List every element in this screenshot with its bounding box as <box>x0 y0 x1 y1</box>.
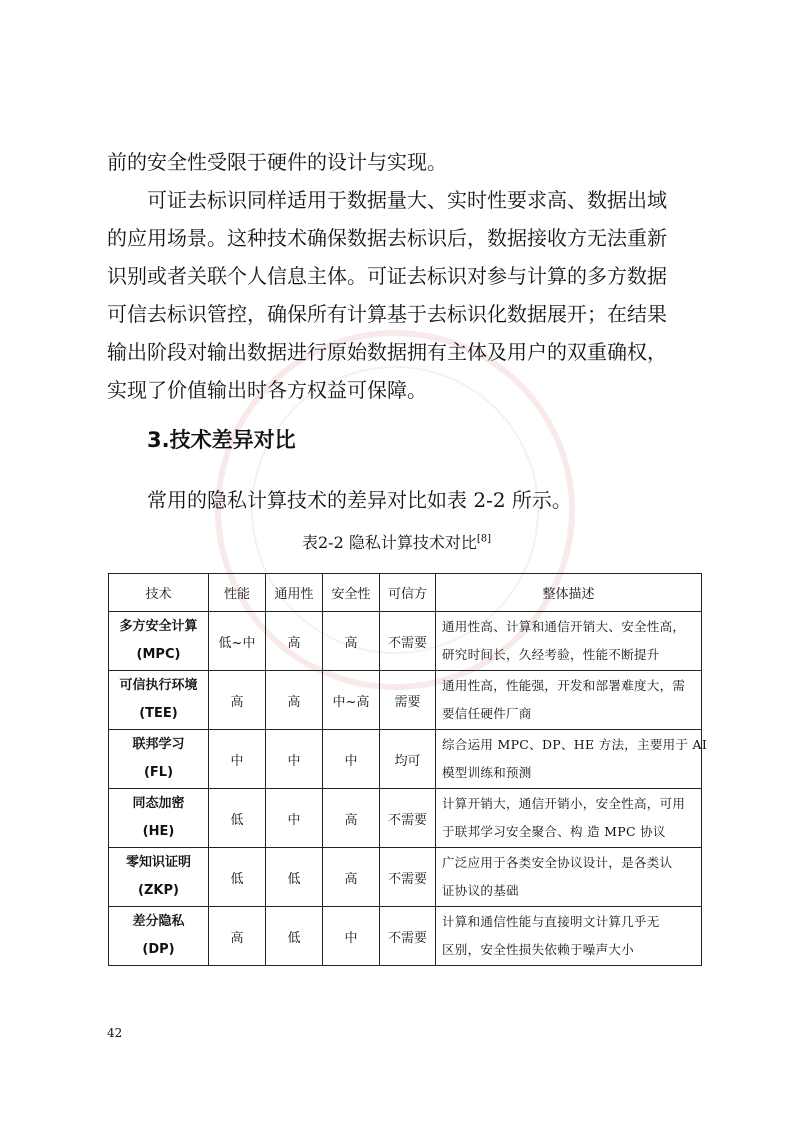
header-trusted-party: 可信方 <box>380 574 436 612</box>
cell-description <box>436 730 708 789</box>
caption-text: 表2-2 隐私计算技术对比 <box>301 533 477 552</box>
cell-performance: 高 <box>209 671 266 730</box>
cell-security: 高 <box>323 848 380 907</box>
text-line: 实现了价值输出时各方权益可保障。 <box>107 378 427 402</box>
section-heading: 3.技术差异对比 <box>147 428 296 452</box>
cell-description <box>436 789 702 848</box>
cell-technology <box>109 907 209 966</box>
cell-trusted-party: 不需要 <box>380 907 436 966</box>
header-description: 整体描述 <box>436 574 702 612</box>
cell-trusted-party: 均可 <box>380 730 436 789</box>
desc-line: 区别，安全性损失依赖于噪声大小 <box>442 942 635 957</box>
cell-trusted-party: 不需要 <box>380 848 436 907</box>
desc-line: 计算和通信性能与直接明文计算几乎无 <box>442 914 660 929</box>
text-line: 可证去标识同样适用于数据量大、实时性要求高、数据出域 <box>147 188 667 212</box>
desc-line: 证协议的基础 <box>442 883 519 898</box>
cell-trusted-party: 需要 <box>380 671 436 730</box>
desc-line: 通用性高，性能强，开发和部署难度大，需 <box>442 678 686 693</box>
desc-line: 于联邦学习安全聚合、构 造 MPC 协议 <box>442 824 666 839</box>
tech-name: 联邦学习 <box>132 737 185 752</box>
tech-name: 同态加密 <box>132 796 185 811</box>
header-performance: 性能 <box>209 574 266 612</box>
cell-technology <box>109 848 209 907</box>
cell-security: 高 <box>323 789 380 848</box>
cell-description <box>436 671 702 730</box>
cell-performance: 低 <box>209 789 266 848</box>
paragraph-continued <box>107 143 697 181</box>
cell-generality: 高 <box>266 612 323 671</box>
cell-security: 中 <box>323 730 380 789</box>
cell-trusted-party: 不需要 <box>380 789 436 848</box>
cell-security: 高 <box>323 612 380 671</box>
cell-generality: 中 <box>266 730 323 789</box>
text-line: 前的安全性受限于硬件的设计与实现。 <box>107 150 447 174</box>
tech-abbr: (DP) <box>142 942 175 957</box>
cell-performance: 中 <box>209 730 266 789</box>
tech-name: 可信执行环境 <box>119 678 198 693</box>
text-line: 识别或者关联个人信息主体。可证去标识对参与计算的多方数据 <box>107 264 667 288</box>
tech-name: 多方安全计算 <box>119 619 198 634</box>
table-row <box>109 789 702 848</box>
header-technology: 技术 <box>109 574 209 612</box>
desc-line: 要信任硬件厂商 <box>442 706 532 721</box>
cell-generality: 低 <box>266 907 323 966</box>
page-number: 42 <box>107 1026 123 1040</box>
table-header-row <box>109 574 702 612</box>
text-line: 的应用场景。这种技术确保数据去标识后，数据接收方无法重新 <box>107 226 667 250</box>
tech-abbr: (FL) <box>143 765 174 780</box>
cell-technology <box>109 612 209 671</box>
cell-trusted-party: 不需要 <box>380 612 436 671</box>
desc-line: 综合运用 MPC、DP、HE 方法，主要用于 AI <box>442 737 708 752</box>
cell-description <box>436 612 702 671</box>
cell-generality: 高 <box>266 671 323 730</box>
tech-abbr: (TEE) <box>139 706 178 721</box>
table-row <box>109 848 702 907</box>
paragraph-intro-table <box>107 481 697 519</box>
cell-technology <box>109 730 209 789</box>
tech-name: 零知识证明 <box>125 855 191 870</box>
cell-generality: 低 <box>266 848 323 907</box>
table-row <box>109 612 702 671</box>
cell-generality: 中 <box>266 789 323 848</box>
cell-performance: 低~中 <box>209 612 266 671</box>
paragraph-deidentification <box>107 181 697 409</box>
header-security: 安全性 <box>323 574 380 612</box>
desc-line: 模型训练和预测 <box>442 765 532 780</box>
desc-line: 研究时间长，久经考验，性能不断提升 <box>442 647 660 662</box>
cell-description <box>436 907 702 966</box>
table-row <box>109 730 702 789</box>
cell-performance: 低 <box>209 848 266 907</box>
cell-technology <box>109 671 209 730</box>
text-line: 可信去标识管控，确保所有计算基于去标识化数据展开；在结果 <box>107 302 667 326</box>
cell-performance: 高 <box>209 907 266 966</box>
caption-reference: [8] <box>476 533 492 545</box>
text-line: 输出阶段对输出数据进行原始数据拥有主体及用户的双重确权， <box>107 340 667 364</box>
comparison-table <box>108 573 708 966</box>
cell-security: 中~高 <box>323 671 380 730</box>
tech-abbr: (MPC) <box>136 647 181 662</box>
desc-line: 计算开销大，通信开销小，安全性高，可用 <box>442 796 686 811</box>
tech-name: 差分隐私 <box>132 914 185 929</box>
table-row <box>109 907 702 966</box>
tech-abbr: (ZKP) <box>138 883 179 898</box>
tech-abbr: (HE) <box>142 824 175 839</box>
desc-line: 通用性高、计算和通信开销大、安全性高， <box>442 619 686 634</box>
cell-technology <box>109 789 209 848</box>
table-row <box>109 671 702 730</box>
text-line: 常用的隐私计算技术的差异对比如表 2-2 所示。 <box>147 488 572 512</box>
header-generality: 通用性 <box>266 574 323 612</box>
desc-line: 广泛应用于各类安全协议设计，是各类认 <box>442 855 673 870</box>
cell-description <box>436 848 702 907</box>
table-caption <box>0 530 793 556</box>
cell-security: 中 <box>323 907 380 966</box>
